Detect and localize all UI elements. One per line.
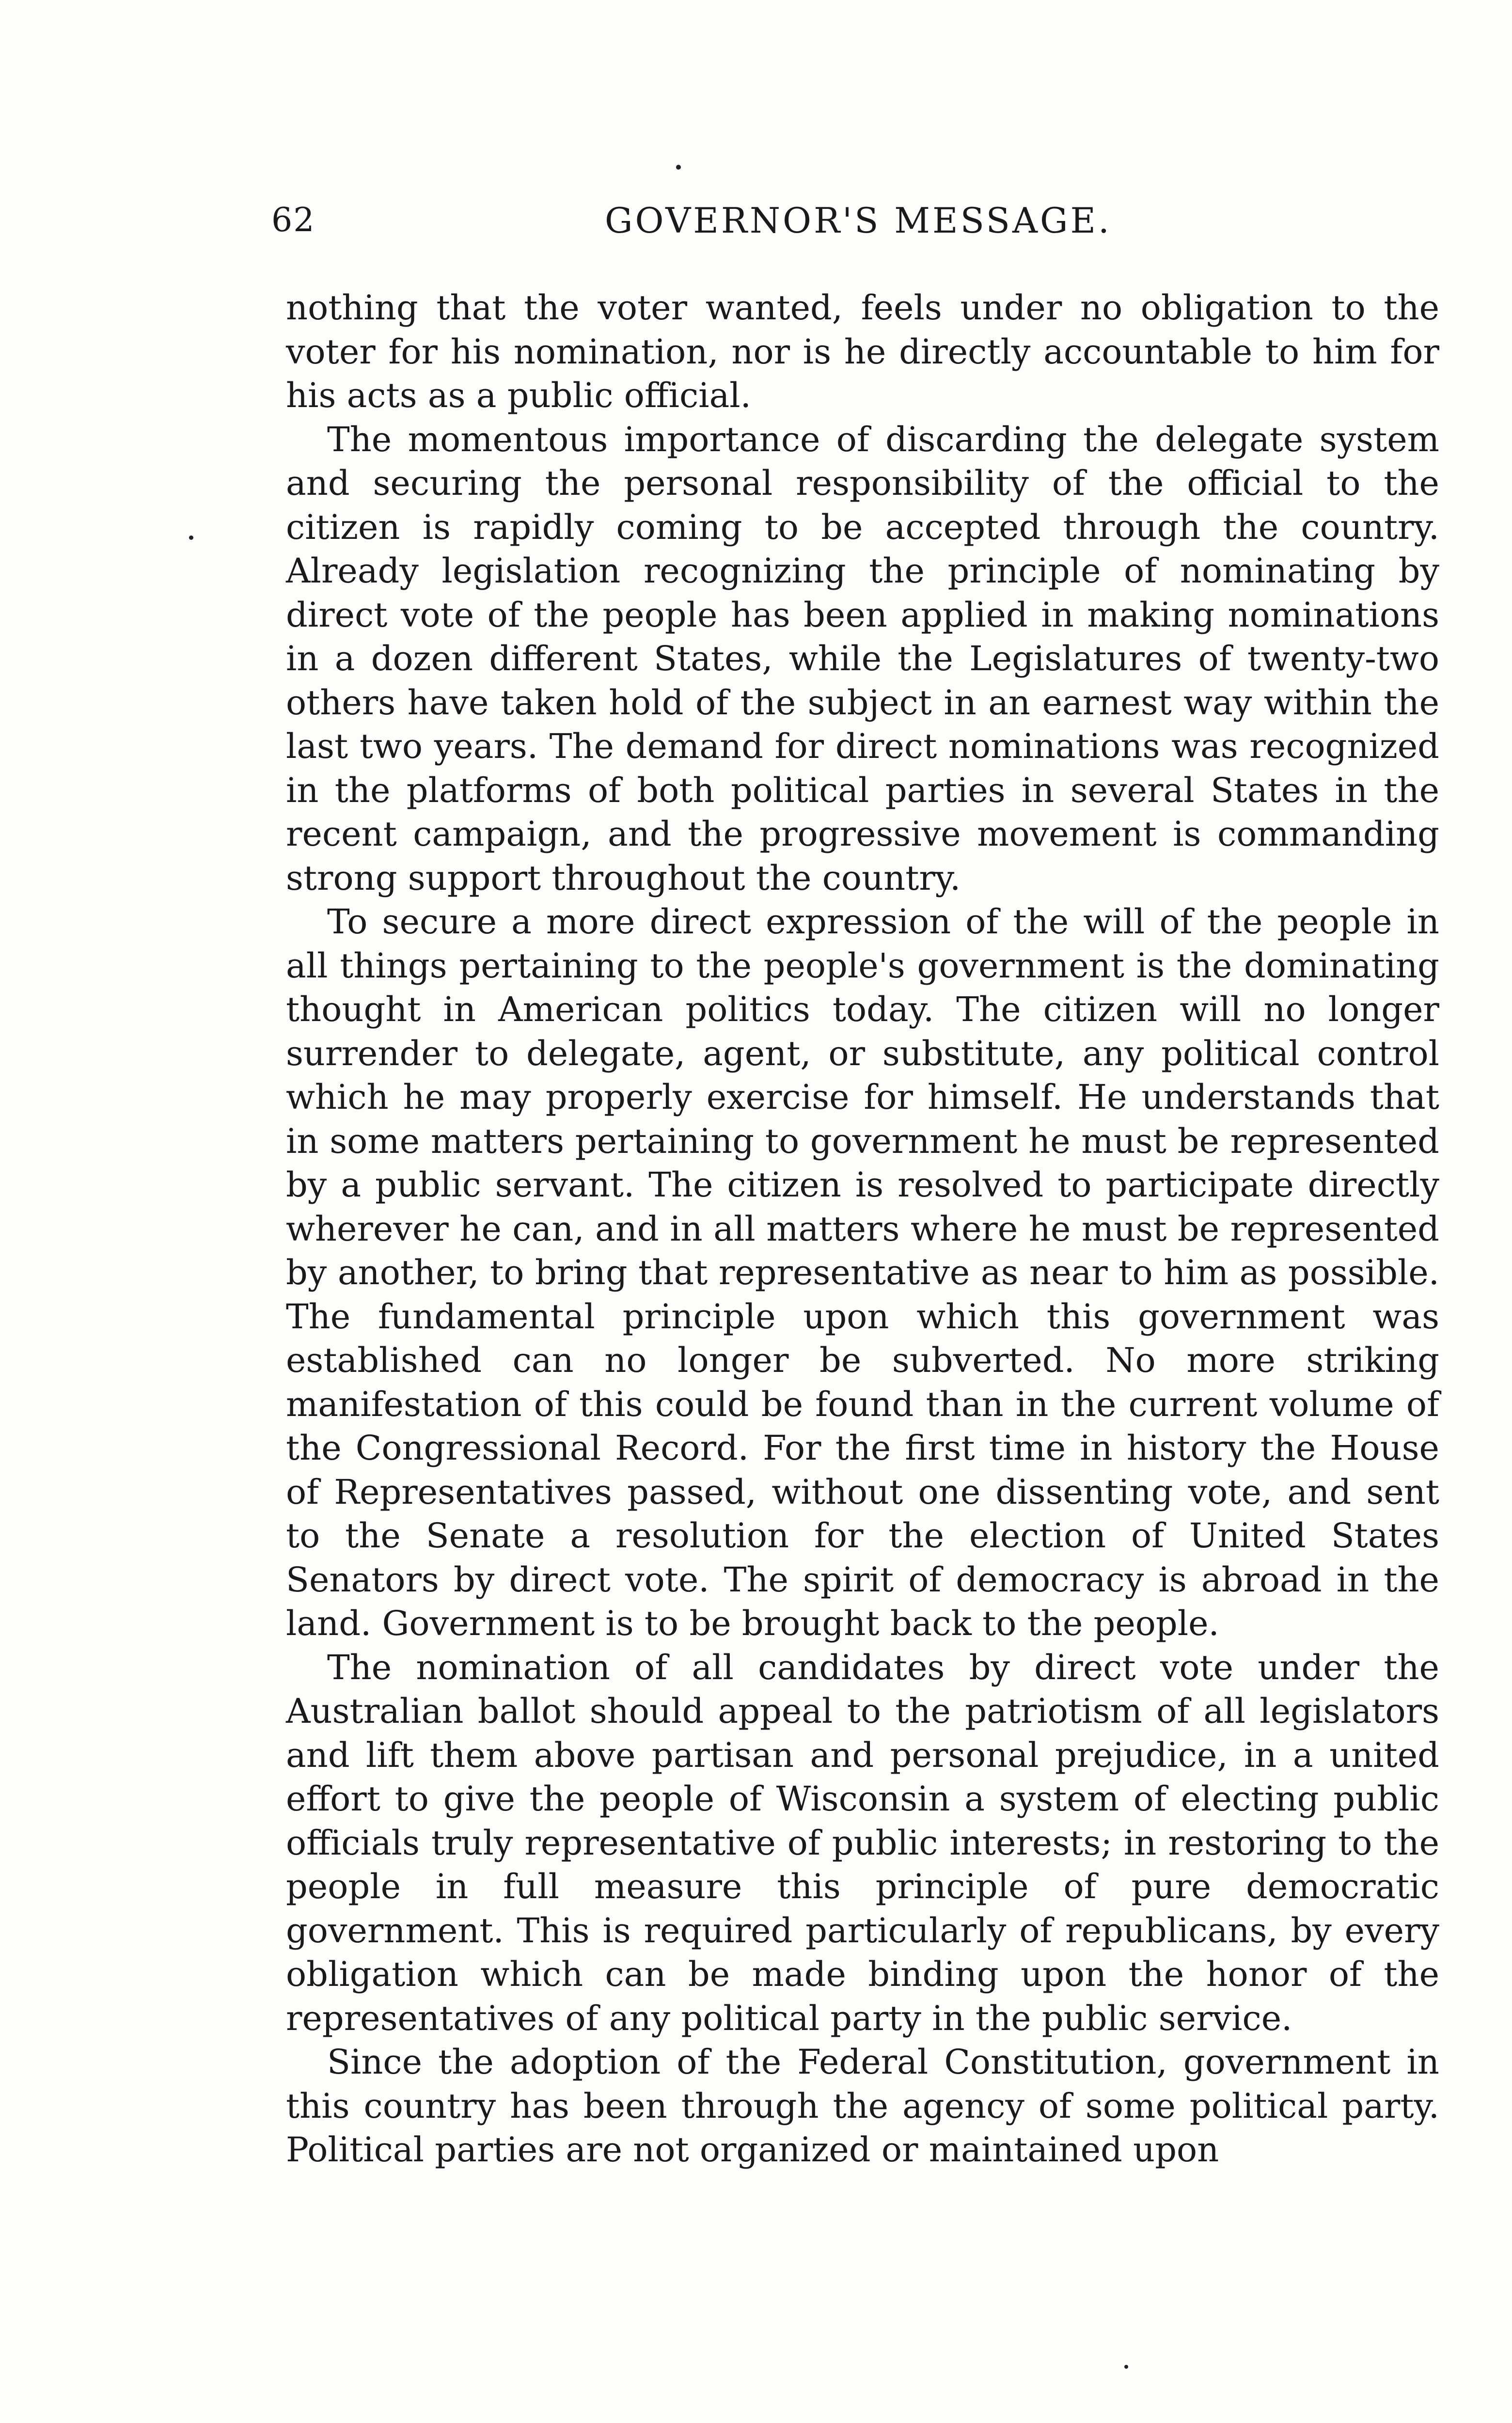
paragraph: The nomination of all candidates by direct vote under the Australian ballot should appeal to the patriotism of all legislators and lift them above partisan and personal prejudice, in a united effort to give the people of Wisconsin a system of electing public officials truly representative of public interests; in restoring to the people in full measure this principle of pure democratic government. This is required particularly of republicans, by every obligation which can be made binding upon the honor of the representatives of any political party in the public service. xyxy=(286,1647,1439,2038)
paragraph: The momentous importance of discarding the delegate system and securing the personal responsibility of the official to the citizen is rapidly coming to be accepted through the country. Already legislation recognizing the principle of nominating by direct vote of the people has been applied in making nominations in a dozen different States, while the Legislatures of twenty-two others have taken hold of the subject in an earnest way within the last two years. The demand for direct nominations was recognized in the platforms of both political parties in several States in the recent campaign, and the progressive movement is commanding strong support throughout the country. xyxy=(286,419,1439,898)
paragraph: Since the adoption of the Federal Constitution, government in this country has been through the agency of some political party. Political parties are not organized or maintained upon xyxy=(286,2042,1439,2170)
page-header xyxy=(271,196,1454,250)
running-head: GOVERNOR'S MESSAGE. xyxy=(605,200,1112,241)
body-text xyxy=(286,286,1439,2336)
page-number: 62 xyxy=(271,201,315,239)
ink-speck xyxy=(676,165,681,170)
ink-speck xyxy=(189,535,193,540)
paragraph: To secure a more direct expression of the will of the people in all things pertaining to the people's government is the dominating thought in American politics today. The citizen will no longer surrender to delegate, agent, or substitute, any political control which he may properly exercise for himself. He understands that in some matters pertaining to government he must be represented by a public servant. The citizen is resolved to participate directly wherever he can, and in all matters where he must be represented by another, to bring that representative as near to him as possible. The fundamental principle upon which this government was established can no longer be subverted. No more striking manifestation of this could be found than in the current volume of the Congressional Record. For the first time in history the House of Representatives passed, without one dissenting vote, and sent to the Senate a resolution for the election of United States Senators by direct vote. The spirit of democracy is abroad in the land. Government is to be brought back to the people. xyxy=(286,902,1439,1643)
paragraph-continuation: nothing that the voter wanted, feels under no obligation to the voter for his nomination, nor is he directly accountable to him for his acts as a public official. xyxy=(286,288,1439,415)
ink-speck xyxy=(1124,2365,1128,2369)
